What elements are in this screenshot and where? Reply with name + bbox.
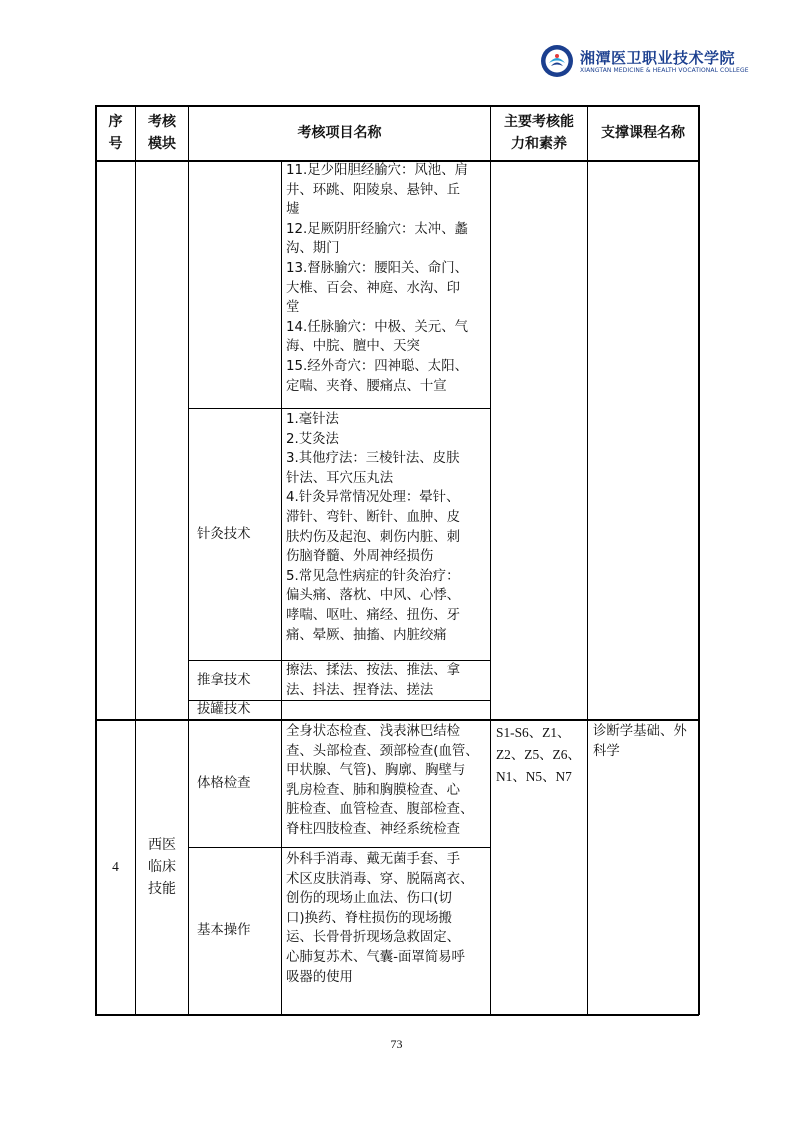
col-header-item: 考核项目名称 [297, 125, 382, 141]
acupoint-items-continued: 11.足少阳胆经腧穴：风池、肩 井、环跳、阳陵泉、悬钟、丘 墟 12.足厥阴肝经腧穴：太冲、蠡 沟、期门 13.督脉腧穴：腰阳关、命门、 大椎、百会、神庭、水沟、印 堂 14.任脉腧穴：中极、关元、气 海、中脘、膻中、天突 15.经外奇穴：四神聪、太阳、 定喘、夹脊、腰痛点、十宣 [286, 163, 468, 394]
col-header-course: 支撑课程名称 [601, 125, 685, 141]
sub-module-acupuncture: 针灸技术 [197, 526, 251, 542]
col-header-module: 考核 模块 [148, 114, 176, 152]
row4-module: 西医 临床 技能 [148, 837, 176, 897]
row4-seq: 4 [112, 859, 119, 875]
col-header-ability: 主要考核能 力和素养 [504, 114, 574, 152]
basic-operation-items: 外科手消毒、戴无菌手套、手 术区皮肤消毒、穿、脱隔离衣、 创伤的现场止血法、伤口(切 口)换药、脊柱损伤的现场搬 运、长骨骨折现场急救固定、 心肺复苏术、气囊-面罩简易呼 吸器的使用 [286, 852, 474, 985]
school-name-cn: 湘潭医卫职业技术学院 [580, 49, 736, 67]
physical-exam-items: 全身状态检查、浅表淋巴结检 查、头部检查、颈部检查(血管、 甲状腺、气管)、胸廓、胸壁与 乳房检查、肺和胸膜检查、心 脏检查、血管检查、腹部检查、 脊柱四肢检查、神经系统检查 [286, 724, 479, 837]
massage-items: 擦法、揉法、按法、推法、拿 法、抖法、捏脊法、搓法 [286, 663, 461, 698]
sub-module-massage: 推拿技术 [197, 672, 251, 688]
school-name-en: XIANGTAN MEDICINE & HEALTH VOCATIONAL COLLEGE [580, 67, 749, 74]
sub-module-basic-operation: 基本操作 [197, 923, 251, 939]
row4-abilities: S1-S6、Z1、 Z2、Z5、Z6、 N1、N5、N7 [496, 725, 581, 784]
row4-courses: 诊断学基础、外 科学 [593, 724, 687, 759]
sub-module-cupping: 拔罐技术 [197, 702, 251, 718]
sub-module-physical-exam: 体格检查 [197, 775, 251, 791]
acupuncture-items: 1.毫针法 2.艾灸法 3.其他疗法：三棱针法、皮肤 针法、耳穴压丸法 4.针灸异常情况处理：晕针、 滞针、弯针、断针、血肿、皮 肤灼伤及起泡、刺伤内脏、刺 伤脑脊髓、外周神经损伤 5.常见急性病症的针灸治疗： 偏头痛、落枕、中风、心悸、 哮喘、呕吐、痛经、扭伤、牙 痛、晕厥、抽搐、内脏绞痛 [286, 412, 461, 643]
col-header-seq: 序 号 [108, 114, 123, 152]
page-number: 73 [390, 1037, 403, 1051]
